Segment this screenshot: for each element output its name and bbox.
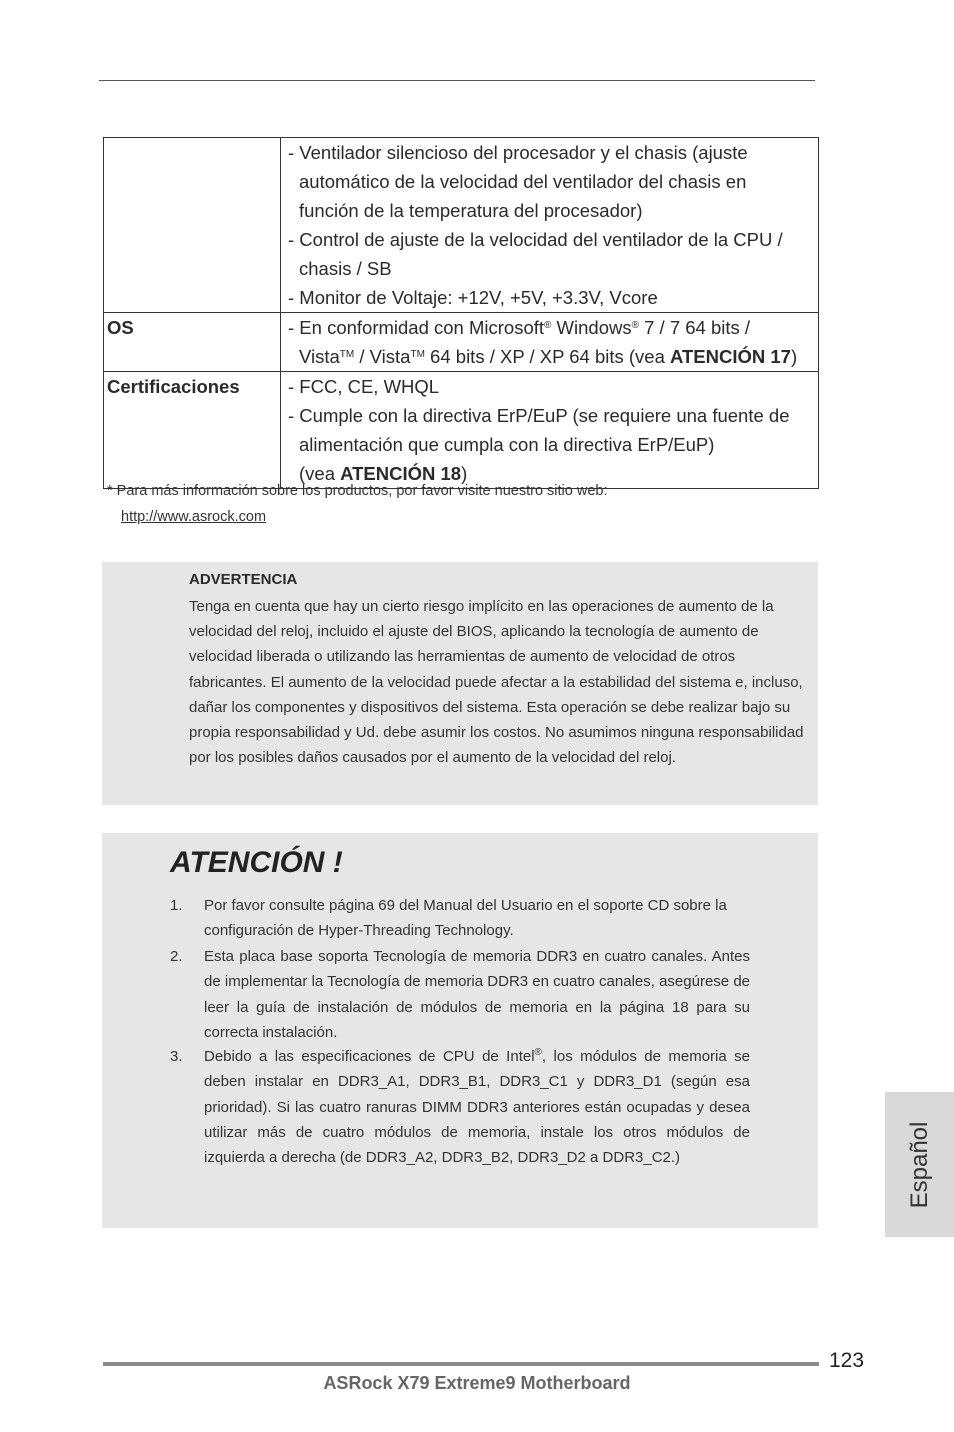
os-text: 7 / 7 64 bits / bbox=[638, 317, 751, 338]
os-text: / Vista bbox=[354, 346, 411, 367]
bottom-divider bbox=[103, 1362, 819, 1366]
registered-mark: ® bbox=[534, 1047, 542, 1058]
os-text: - En conformidad con Microsoft bbox=[288, 317, 545, 338]
language-label: Español bbox=[905, 1121, 933, 1208]
spec-line: chasis / SB bbox=[299, 258, 392, 279]
table-row bbox=[104, 138, 819, 313]
website-link[interactable]: http://www.asrock.com bbox=[121, 509, 267, 525]
footnote bbox=[107, 481, 607, 527]
spec-line: - Control de ajuste de la velocidad del ventilador de la CPU / bbox=[288, 229, 783, 250]
language-tab bbox=[885, 1092, 954, 1237]
note-text bbox=[204, 1044, 750, 1170]
spec-line: función de la temperatura del procesador) bbox=[299, 200, 643, 221]
spec-line: automático de la velocidad del ventilador del chasis en bbox=[299, 171, 747, 192]
registered-mark: ® bbox=[544, 320, 552, 331]
cert-line: - Cumple con la directiva ErP/EuP (se requiere una fuente de bbox=[288, 405, 790, 426]
attention-reference: ATENCIÓN 17 bbox=[670, 346, 791, 367]
os-text: 64 bits / XP / XP 64 bits (vea bbox=[424, 346, 671, 367]
note-text: Esta placa base soporta Tecnología de memoria DDR3 en cuatro canales. Antes de implementar la Tecnología de memoria DDR3 en cuatro canales, asegúrese de leer la guía de instalación de módulos de memoria en la página 18 para su correcta instalación. bbox=[204, 948, 750, 1041]
cert-line: - FCC, CE, WHQL bbox=[288, 376, 440, 397]
trademark-mark: TM bbox=[410, 349, 425, 360]
footer-title: ASRock X79 Extreme9 Motherboard bbox=[323, 1373, 631, 1393]
attention-reference: ATENCIÓN 18 bbox=[340, 463, 462, 484]
os-text: Windows bbox=[551, 317, 632, 338]
warning-title: ADVERTENCIA bbox=[189, 571, 298, 588]
top-divider bbox=[99, 80, 815, 81]
table-row bbox=[104, 372, 819, 489]
note-text: Por favor consulte página 69 del Manual del Usuario en el soporte CD sobre la configuración de Hyper-Threading Technology. bbox=[204, 897, 727, 940]
os-line-2 bbox=[288, 342, 818, 371]
spec-line: - Monitor de Voltaje: +12V, +5V, +3.3V, Vcore bbox=[288, 287, 658, 308]
os-text: Vista bbox=[299, 346, 340, 367]
page-number: 123 bbox=[829, 1349, 865, 1372]
note-number: 2. bbox=[170, 948, 183, 965]
row-label-empty bbox=[104, 138, 281, 313]
attention-heading: ATENCIÓN ! bbox=[170, 846, 343, 879]
cert-text: (vea bbox=[299, 463, 341, 484]
hardware-monitor-cell bbox=[281, 138, 819, 313]
os-cell bbox=[281, 313, 819, 372]
note-text-part: , los módulos de memoria se deben instalar en DDR3_A1, DDR3_B1, DDR3_C1 y DDR3_D1 (según esa prioridad). Si las cuatro ranuras DIMM DDR3 anteriores están ocupadas y desea utilizar más de cuatro módulos de memoria, instale los otros módulos de izquierda a derecha (de DDR3_A2, DDR3_B2, DDR3_D2 a DDR3_C2.) bbox=[204, 1048, 750, 1167]
spec-line: - Ventilador silencioso del procesador y el chasis (ajuste bbox=[288, 142, 748, 163]
table-row bbox=[104, 313, 819, 372]
cert-text: ) bbox=[461, 463, 468, 484]
warning-body: Tenga en cuenta que hay un cierto riesgo implícito en las operaciones de aumento de la velocidad del reloj, incluido el ajuste del BIOS, aplicando la tecnología de aumento de velocidad liberada o utilizando las herramientas de aumento de velocidad de otros fabricantes. El aumento de la velocidad puede afectar a la estabilidad del sistema e, incluso, dañar los componentes y dispositivos del sistema. Esta operación se debe realizar bajo su propia responsabilidad y Ud. debe asumir los costos. No asumimos ninguna responsabilidad por los posibles daños causados por el aumento de la velocidad del reloj. bbox=[189, 598, 804, 767]
list-item bbox=[170, 893, 750, 944]
os-line-1 bbox=[288, 313, 818, 342]
certifications-label: Certificaciones bbox=[104, 372, 281, 489]
specifications-table bbox=[103, 137, 819, 489]
warning-box bbox=[102, 562, 818, 805]
list-item bbox=[170, 944, 750, 1045]
note-text-part: Debido a las especificaciones de CPU de Intel bbox=[204, 1048, 535, 1065]
cert-line: alimentación que cumpla con la directiva ErP/EuP) bbox=[299, 434, 715, 455]
certifications-cell bbox=[281, 372, 819, 489]
attention-box bbox=[102, 833, 818, 1228]
os-label: OS bbox=[104, 313, 281, 372]
registered-mark: ® bbox=[631, 320, 639, 331]
os-text: ) bbox=[790, 346, 798, 367]
note-number: 3. bbox=[170, 1048, 183, 1065]
note-number: 1. bbox=[170, 897, 183, 914]
trademark-mark: TM bbox=[339, 349, 355, 360]
footnote-text: * Para más información sobre los productos, por favor visite nuestro sitio web: bbox=[107, 483, 608, 499]
list-item bbox=[170, 1044, 750, 1170]
